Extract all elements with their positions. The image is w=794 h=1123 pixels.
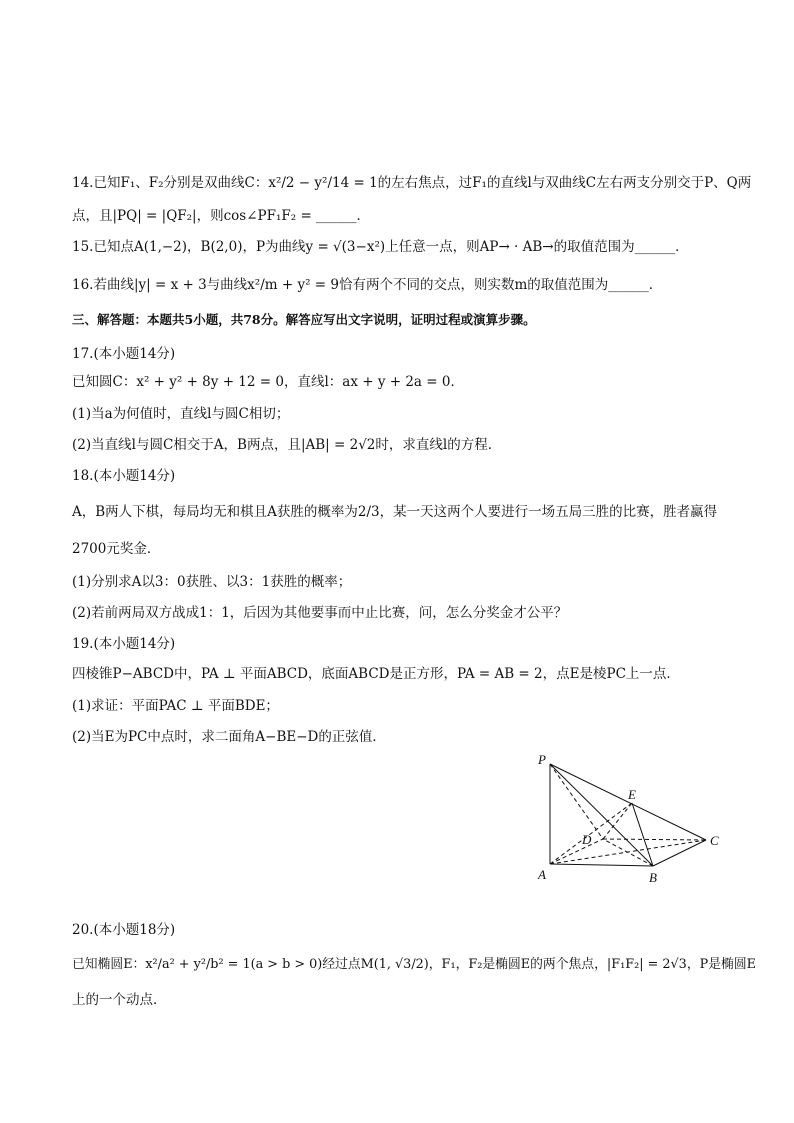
q18-stem-line2: 2700元奖金． — [72, 541, 161, 557]
label-D: D — [582, 832, 592, 847]
q20-stem-line1: 已知椭圆E：x²/a² + y²/b² = 1(a > b > 0)经过点M(1, √3/2)，F₁，F₂是椭圆E的两个焦点，|F₁F₂| = 2√3，P是椭圆E — [72, 957, 756, 972]
q17-part1: (1)当a为何值时，直线l与圆C相切； — [72, 406, 290, 422]
q18-part1: (1)分别求A以3：0获胜、以3：1获胜的概率； — [72, 574, 352, 590]
q18-stem-line1: A，B两人下棋，每局均无和棋且A获胜的概率为2/3，某一天这两个人要进行一场五局三胜的比赛，胜者赢得 — [72, 504, 718, 520]
q20-stem-line2: 上的一个动点． — [72, 992, 167, 1008]
edge-BC — [653, 840, 706, 866]
pyramid-figure — [528, 752, 728, 888]
q20-header: 20.(本小题18分) — [72, 922, 176, 938]
label-P: P — [538, 752, 546, 767]
label-A: A — [538, 867, 546, 882]
label-B: B — [649, 870, 657, 885]
q14-line1: 14.已知F₁、F₂分别是双曲线C：x²/2 − y²/14 = 1的左右焦点，过F₁的直线l与双曲线C左右两支分别交于P、Q两 — [72, 175, 752, 191]
q19-stem: 四棱锥P−ABCD中，PA ⊥ 平面ABCD，底面ABCD是正方形，PA = AB = 2，点E是棱PC上一点． — [72, 666, 680, 682]
edge-AD — [550, 839, 603, 864]
edge-DC — [603, 839, 706, 840]
q18-header: 18.(本小题14分) — [72, 468, 176, 484]
edge-AB — [550, 864, 653, 866]
label-C: C — [710, 833, 719, 848]
edge-PB — [550, 764, 653, 866]
edge-PC — [550, 764, 706, 840]
q19-header: 19.(本小题14分) — [72, 636, 176, 652]
q15: 15.已知点A(1,−2)，B(2,0)，P为曲线y = √(3−x²)上任意一点，则AP→ · AB→的取值范围为______． — [72, 239, 689, 255]
q18-part2: (2)若前两局双方战成1：1，后因为其他要事而中止比赛，问，怎么分奖金才公平？ — [72, 605, 568, 621]
q16: 16.若曲线|y| = x + 3与曲线x²/m + y² = 9恰有两个不同的交点，则实数m的取值范围为______． — [72, 277, 663, 293]
q19-part1: (1)求证：平面PAC ⊥ 平面BDE； — [72, 698, 279, 714]
q17-header: 17.(本小题14分) — [72, 346, 176, 362]
q19-part2: (2)当E为PC中点时，求二面角A−BE−D的正弦值． — [72, 729, 386, 745]
q17-part2: (2)当直线l与圆C相交于A，B两点，且|AB| = 2√2时，求直线l的方程． — [72, 437, 502, 453]
label-E: E — [628, 787, 636, 802]
q17-stem: 已知圆C：x² + y² + 8y + 12 = 0，直线l：ax + y + 2a = 0． — [72, 374, 464, 390]
q14-line2: 点，且|PQ| = |QF₂|，则cos∠PF₁F₂ = ______． — [72, 208, 371, 224]
edge-PD — [550, 764, 603, 839]
section-heading: 三、解答题：本题共5小题，共78分。解答应写出文字说明，证明过程或演算步骤。 — [72, 312, 536, 327]
